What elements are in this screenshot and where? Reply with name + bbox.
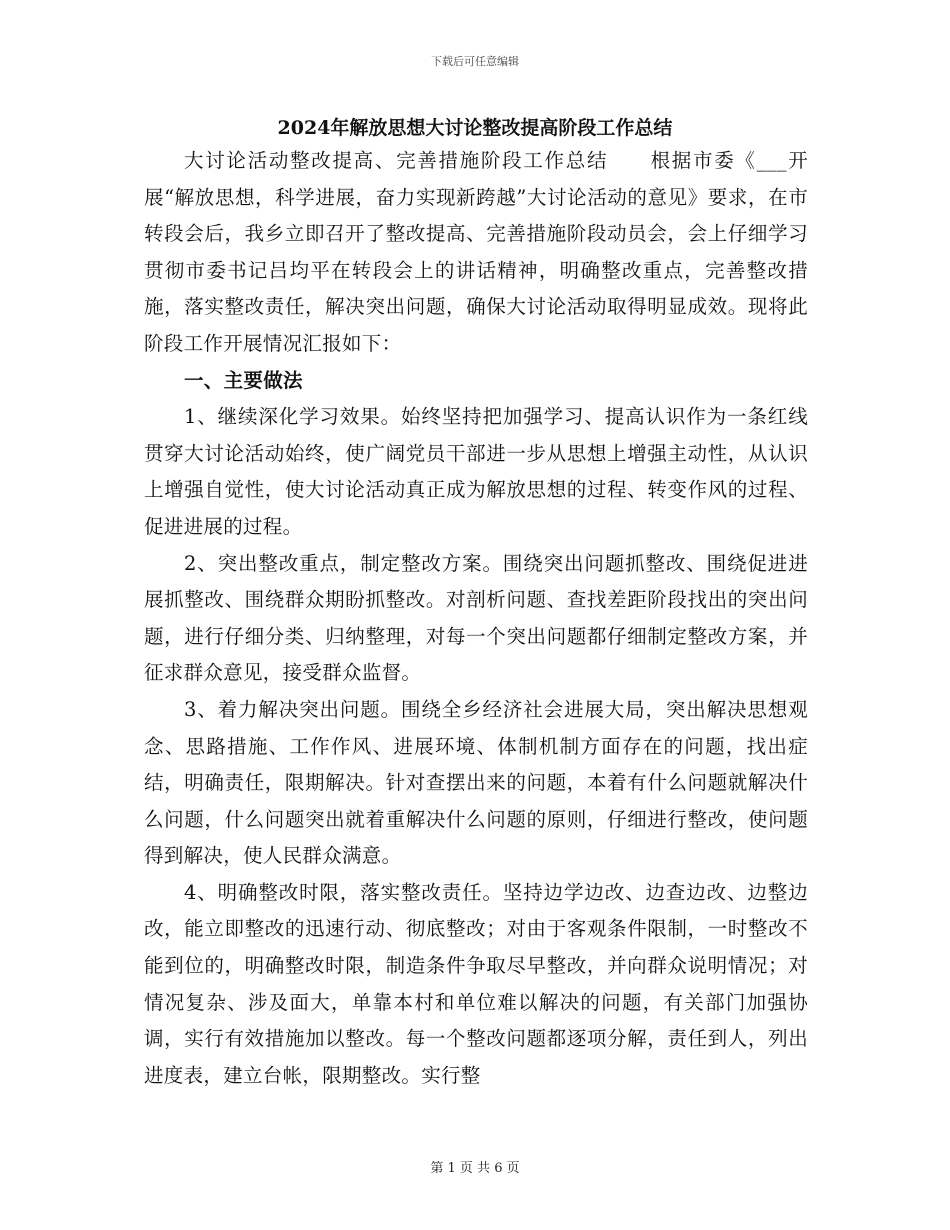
body-paragraph: 1、继续深化学习效果。始终坚持把加强学习、提高认识作为一条红线贯穿大讨论活动始终，使广阔党员干部进一步从思想上增强主动性，从认识上增强自觉性，使大讨论活动真正成为解放思想的过程、转变作风的过程、促进进展的过程。	[144, 405, 808, 538]
intro-paragraph: 大讨论活动整改提高、完善措施阶段工作总结 根据市委《___开展“解放思想，科学进展，奋力实现新跨越”大讨论活动的意见》要求，在市转段会后，我乡立即召开了整改提高、完善措施阶段动员会，会上仔细学习贯彻市委书记吕均平在转段会上的讲话精神，明确整改重点，完善整改措施，落实整改责任，解决突出问题，确保大讨论活动取得明显成效。现将此阶段工作开展情况汇报如下：	[144, 149, 808, 355]
section-heading: 一、主要做法	[184, 368, 303, 392]
body-paragraph: 3、着力解决突出问题。围绕全乡经济社会进展大局，突出解决思想观念、思路措施、工作作风、进展环境、体制机制方面存在的问题，找出症结，明确责任，限期解决。针对查摆出来的问题，本着有什么问题就解决什么问题，什么问题突出就着重解决什么问题的原则，仔细进行整改，使问题得到解决，使人民群众满意。	[144, 697, 808, 868]
page-footer: 第 1 页 共 6 页	[430, 1161, 520, 1176]
body-paragraph: 4、明确整改时限，落实整改责任。坚持边学边改、边查边改、边整边改，能立即整改的迅速行动、彻底整改；对由于客观条件限制，一时整改不能到位的，明确整改时限，制造条件争取尽早整改，并向群众说明情况；对情况复杂、涉及面大，单靠本村和单位难以解决的问题，有关部门加强协调，实行有效措施加以整改。每一个整改问题都逐项分解，责任到人，列出进度表，建立台帐，限期整改。实行整	[144, 880, 808, 1087]
document-body	[144, 143, 808, 1094]
document-title: 2024年解放思想大讨论整改提高阶段工作总结	[277, 117, 673, 139]
page-header: 下载后可任意编辑	[431, 55, 519, 68]
body-paragraph: 2、突出整改重点，制定整改方案。围绕突出问题抓整改、围绕促进进展抓整改、围绕群众期盼抓整改。对剖析问题、查找差距阶段找出的突出问题，进行仔细分类、归纳整理，对每一个突出问题都仔细制定整改方案，并征求群众意见，接受群众监督。	[144, 551, 808, 685]
